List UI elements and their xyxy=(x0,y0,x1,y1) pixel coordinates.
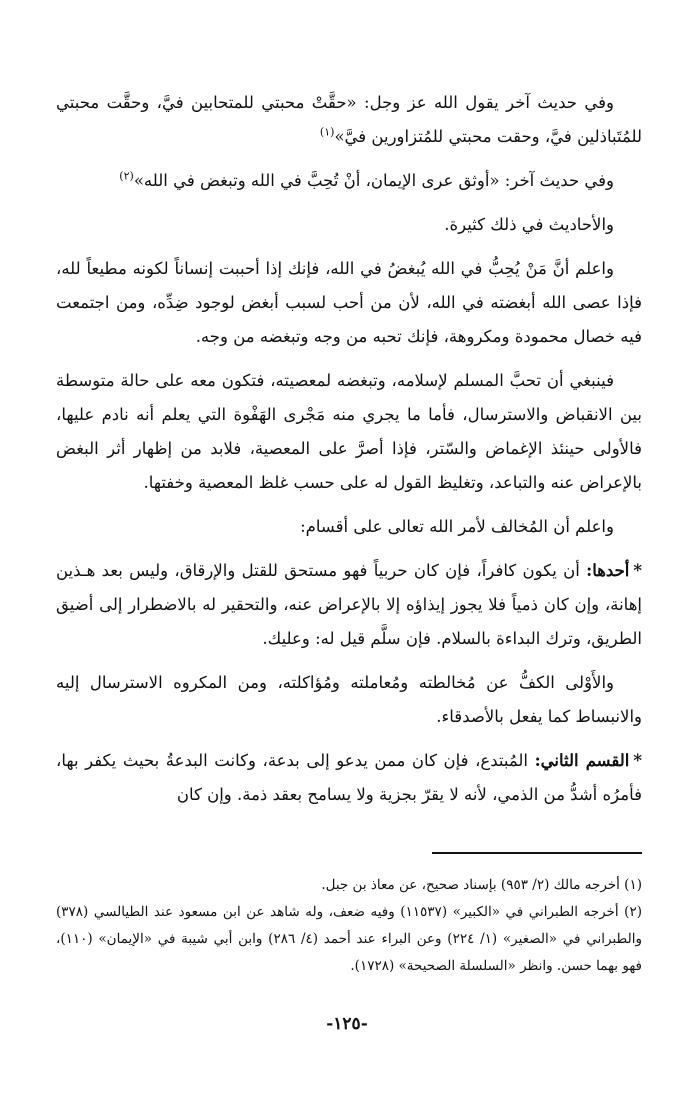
footnote-2: (٢) أخرجه الطبراني في «الكبير» (١١٥٣٧) وفيه ضعف، وله شاهد عن ابن مسعود عند الطيالسي (٣٧٨) والطبراني في «الصغير» (١/ ٢٢٤) وعن البراء عند أحمد (٤/ ٢٨٦) وابن أبي شيبة في «الإيمان» (١١٠)، فهو بهما حسن. وانظر «السلسلة الصحيحة» (١٧٢٨). xyxy=(56,904,642,974)
section-heading: القسم الثاني: xyxy=(534,751,630,770)
section-first xyxy=(56,554,642,656)
paragraph-many-hadiths: والأحاديث في ذلك كثيرة. xyxy=(444,215,614,234)
main-text xyxy=(56,86,642,822)
footnote-1: (١) أخرجه مالك (٢/ ٩٥٣) بإسناد صحيح، عن معاذ بن جبل. xyxy=(321,877,642,893)
section-text: أن يكون كافراً، فإن كان حربياً فهو مستحق للقتل والإرقاق، وليس بعد هـذين إهانة، وإن كان ذمياً فلا يجوز إيذاؤه إلا بالإعراض عنه، والتحقير له بالاضطرار إلى أضيق الطريق، وترك البداءة بالسلام. فإن سلَّم قيل له: وعليك. xyxy=(56,561,642,648)
section-heading: أحدها: xyxy=(586,561,630,580)
footnote-divider xyxy=(432,852,642,854)
paragraph-love-hate: واعلم أنَّ مَنْ يُحِبُّ في الله يُبغضُ في الله، فإنك إذا أحببت إنساناً لكونه مطيعاً لله، فإذا عصى الله أبغضته في الله، لأن من أحب لسبب أبغض لوجود ضِدِّه، ومن اجتمعت فيه خصال محمودة ومكروهة، فإنك تحبه من وجه وتبغضه من وجه. xyxy=(56,259,642,346)
paragraph-muslim: فينبغي أن تحبَّ المسلم لإسلامه، وتبغضه لمعصيته، فتكون معه على حالة متوسطة بين الانقباض والاسترسال، فأما ما يجري منه مَجْرى الهَفْوة التي يعلم أنه نادم عليها، فالأولى حينئذ الإغماض والسّتر، فإذا أصرَّ على المعصية، فلابد من إظهار أثر البغض بالإعراض عنه والتباعد، وتغليظ القول له على حسب غلظ المعصية وخفتها. xyxy=(56,371,642,492)
footnote-ref-2: (٢) xyxy=(119,169,134,183)
star-marker: * xyxy=(633,561,643,580)
section-second xyxy=(56,744,642,812)
footnote-ref-1: (١) xyxy=(319,125,335,139)
page-number: -١٢٥- xyxy=(326,1014,368,1034)
paragraph-hadith-2 xyxy=(56,164,642,198)
star-marker: * xyxy=(633,751,642,770)
paragraph-text: وفي حديث آخر يقول الله عز وجل: «حقَّتْ محبتي للمتحابين فيَّ، وحقَّت محبتي للمُتَباذلين فيَّ، وحقت محبتي للمُتزاورين فيَّ» xyxy=(56,93,642,146)
paragraph-text: وفي حديث آخر: «أوثق عرى الإيمان، أنْ تُحِبَّ في الله وتبغض في الله» xyxy=(133,171,614,190)
footnotes xyxy=(56,872,642,980)
paragraph-hadith-1 xyxy=(56,86,642,154)
paragraph-avoid: والأَوْلى الكفُّ عن مُخالطته ومُعاملته ومُؤاكلته، ومن المكروه الاسترسال إليه والانبساط كما يفعل بالأصدقاء. xyxy=(56,673,642,726)
section-text: المُبتدع، فإن كان ممن يدعو إلى بدعة، وكانت البدعةُ بحيث يكفر بها، فأمرُه أشدُّ من الذمي، لأنه لا يقرّ بجزية ولا يسامح بعقد ذمة. وإن كان xyxy=(56,751,642,804)
paragraph-categories: واعلم أن المُخالف لأمر الله تعالى على أقسام: xyxy=(300,517,614,536)
